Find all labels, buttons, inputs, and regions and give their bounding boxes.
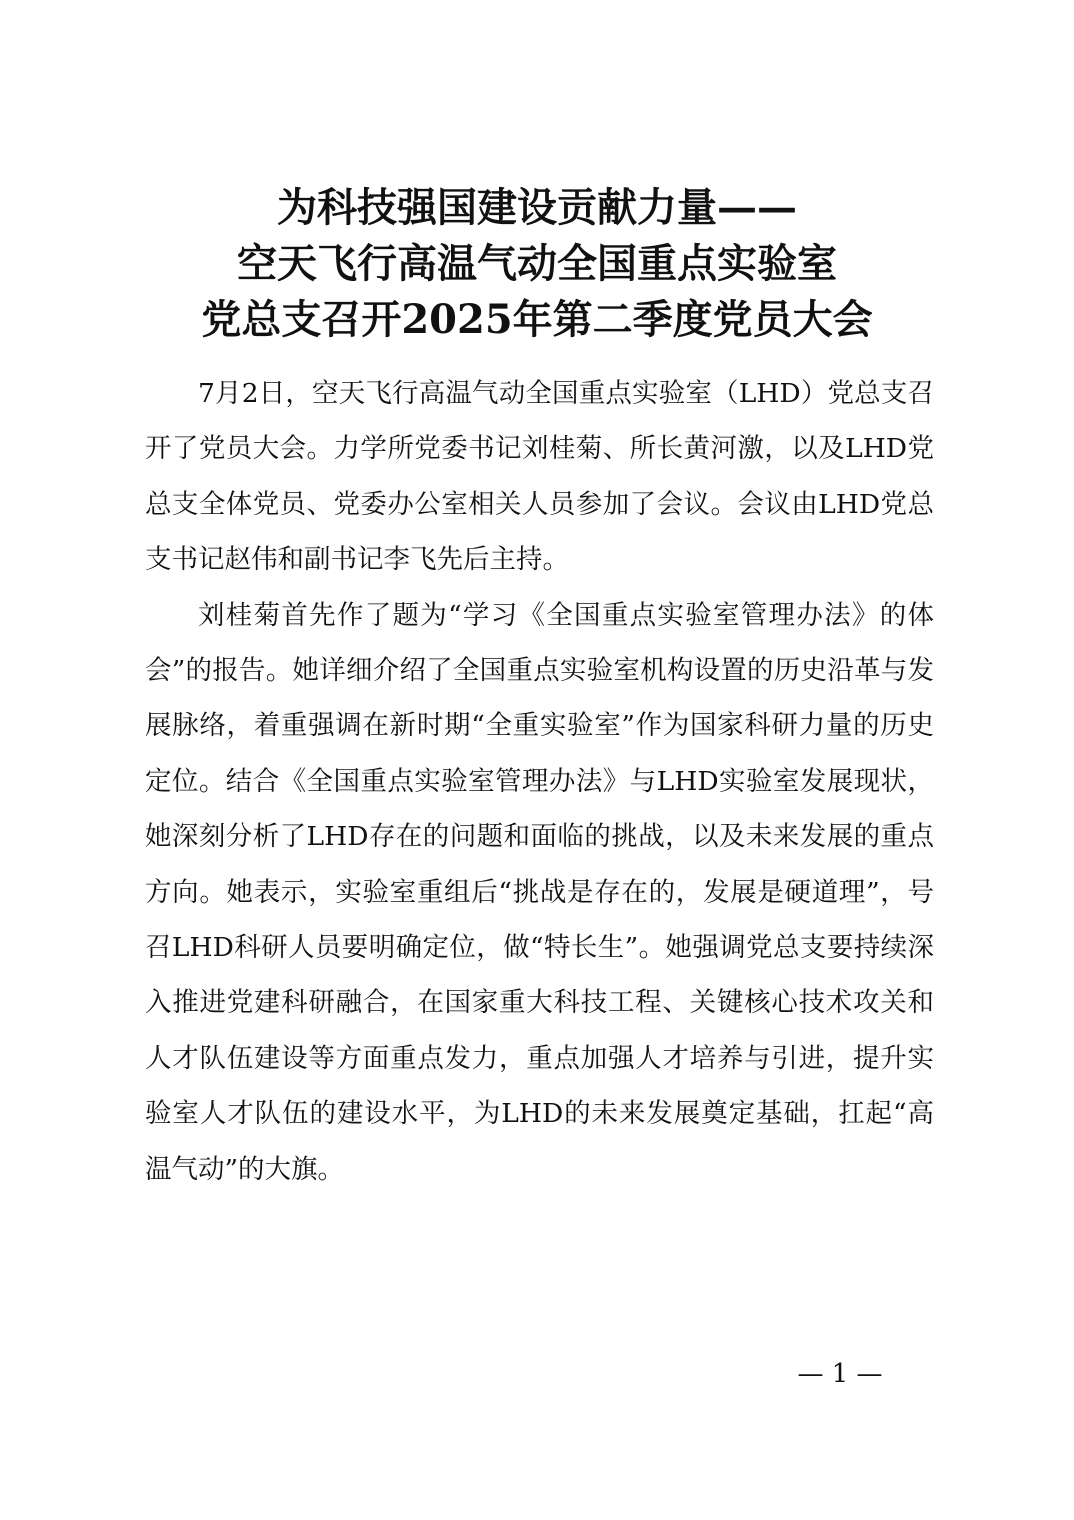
paragraph-2: 刘桂菊首先作了题为“学习《全国重点实验室管理办法》的体会”的报告。她详细介绍了全国重点实验室机构设置的历史沿革与发展脉络，着重强调在新时期“全重实验室”作为国家科研力量的历史定位。结合《全国重点实验室管理办法》与LHD实验室发展现状，她深刻分析了LHD存在的问题和面临的挑战，以及未来发展的重点方向。她表示，实验室重组后“挑战是存在的，发展是硬道理”，号召LHD科研人员要明确定位，做“特长生”。她强调党总支要持续深入推进党建科研融合，在国家重大科技工程、关键核心技术攻关和人才队伍建设等方面重点发力，重点加强人才培养与引进，提升实验室人才队伍的建设水平，为LHD的未来发展奠定基础，扛起“高温气动”的大旗。 [145, 599, 934, 1185]
title-line-2: 空天飞行高温气动全国重点实验室 [237, 240, 837, 287]
page-number: — 1 — [797, 1359, 883, 1389]
title-line-3: 党总支召开2025年第二季度党员大会 [201, 296, 873, 343]
paragraph-1: 7月2日，空天飞行高温气动全国重点实验室（LHD）党总支召开了党员大会。力学所党委书记刘桂菊、所长黄河激，以及LHD党总支全体党员、党委办公室相关人员参加了会议。会议由LHD党总支书记赵伟和副书记李飞先后主持。 [145, 378, 934, 576]
document-body [145, 366, 934, 1197]
document-title [0, 180, 1074, 348]
title-line-1: 为科技强国建设贡献力量—— [277, 184, 797, 231]
